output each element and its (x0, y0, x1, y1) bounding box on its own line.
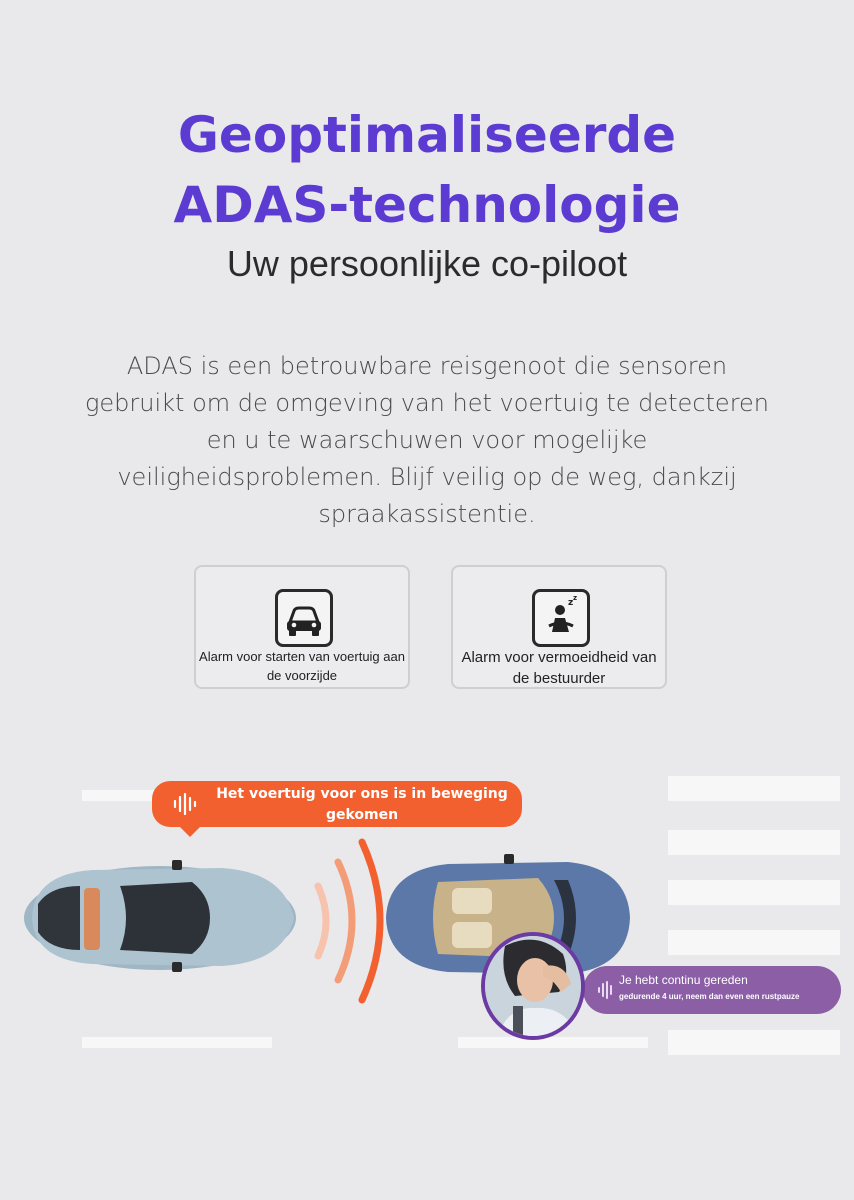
front-car (22, 856, 298, 974)
front-vehicle-alert-bubble (152, 781, 522, 827)
lane-marking (668, 830, 840, 855)
lane-marking (668, 880, 840, 905)
front-vehicle-alert-text: Het voertuig voor ons is in beweging gekomen (216, 786, 508, 823)
voice-wave-icon (172, 793, 198, 815)
fatigue-alert-title: Je hebt continu gereden (619, 973, 748, 987)
lane-marking (668, 1030, 840, 1055)
fatigue-alert-bubble (583, 966, 841, 1014)
page-title-line-2: ADAS-technologie (173, 176, 681, 234)
lane-marking (668, 776, 840, 801)
fatigue-alert-detail: gedurende 4 uur, neem dan even een rustpauze (619, 992, 800, 1001)
description-text: ADAS is een betrouwbare reisgenoot die sensoren gebruikt om de omgeving van het voertuig te detecteren en u te waarschuwen voor mogelijke veiligheidsproblemen. Blijf veilig op de weg, dankzij spraakassistentie. (84, 352, 770, 528)
page-subtitle: Uw persoonlijke co-piloot (226, 243, 628, 284)
feature-label-front-vehicle: Alarm voor starten van voertuig aan de voorzijde (199, 649, 405, 683)
page-title-line-1: Geoptimaliseerde (177, 106, 677, 164)
svg-text:z: z (573, 594, 578, 602)
svg-text:z: z (568, 598, 574, 608)
lane-marking (458, 1037, 648, 1048)
lane-marking (668, 930, 840, 955)
lane-marking (82, 1037, 272, 1048)
tired-driver-photo (481, 932, 585, 1040)
feature-label-driver-fatigue: Alarm voor vermoeidheid van de bestuurder (461, 649, 657, 687)
voice-wave-icon (597, 980, 613, 1000)
